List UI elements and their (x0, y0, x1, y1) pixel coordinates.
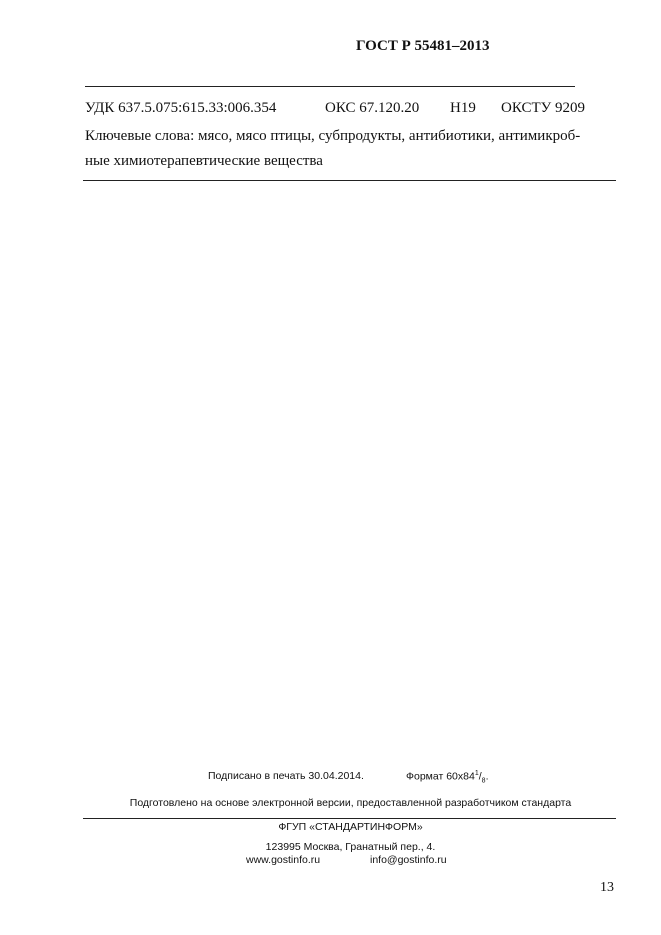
format-denominator: 8 (481, 777, 486, 785)
imprint-divider (83, 818, 616, 819)
publisher-email: info@gostinfo.ru (370, 854, 447, 866)
format-prefix: Формат 60x84 (406, 770, 475, 783)
publisher-website: www.gostinfo.ru (246, 854, 321, 866)
page-number: 13 (600, 880, 614, 895)
signed-date: Подписано в печать 30.04.2014. (208, 770, 364, 782)
oks-code: ОКС 67.120.20 (325, 100, 420, 116)
keywords-divider (83, 180, 616, 181)
classification-row (85, 100, 605, 120)
format-numerator: 1 (474, 770, 479, 777)
group-code: Н19 (450, 100, 476, 116)
publisher-address: 123995 Москва, Гранатный пер., 4. (265, 841, 436, 853)
okstu-code: ОКСТУ 9209 (501, 100, 586, 116)
paper-format: Формат $60x84^1/_8$. (406, 770, 489, 785)
prepared-note: Подготовлено на основе электронной версии, предоставленной разработчиком стандарта (129, 797, 572, 809)
format-suffix: . (485, 770, 489, 783)
standard-header: ГОСТ Р 55481–2013 (356, 38, 490, 54)
header-divider (85, 86, 575, 87)
udk-code: УДК 637.5.075:615.33:006.354 (85, 100, 277, 116)
keywords-line-2: ные химиотерапевтические вещества (85, 153, 323, 169)
keywords-line-1: Ключевые слова: мясо, мясо птицы, субпродукты, антибиотики, антимикроб- (85, 128, 581, 144)
publisher-name: ФГУП «СТАНДАРТИНФОРМ» (278, 821, 423, 833)
